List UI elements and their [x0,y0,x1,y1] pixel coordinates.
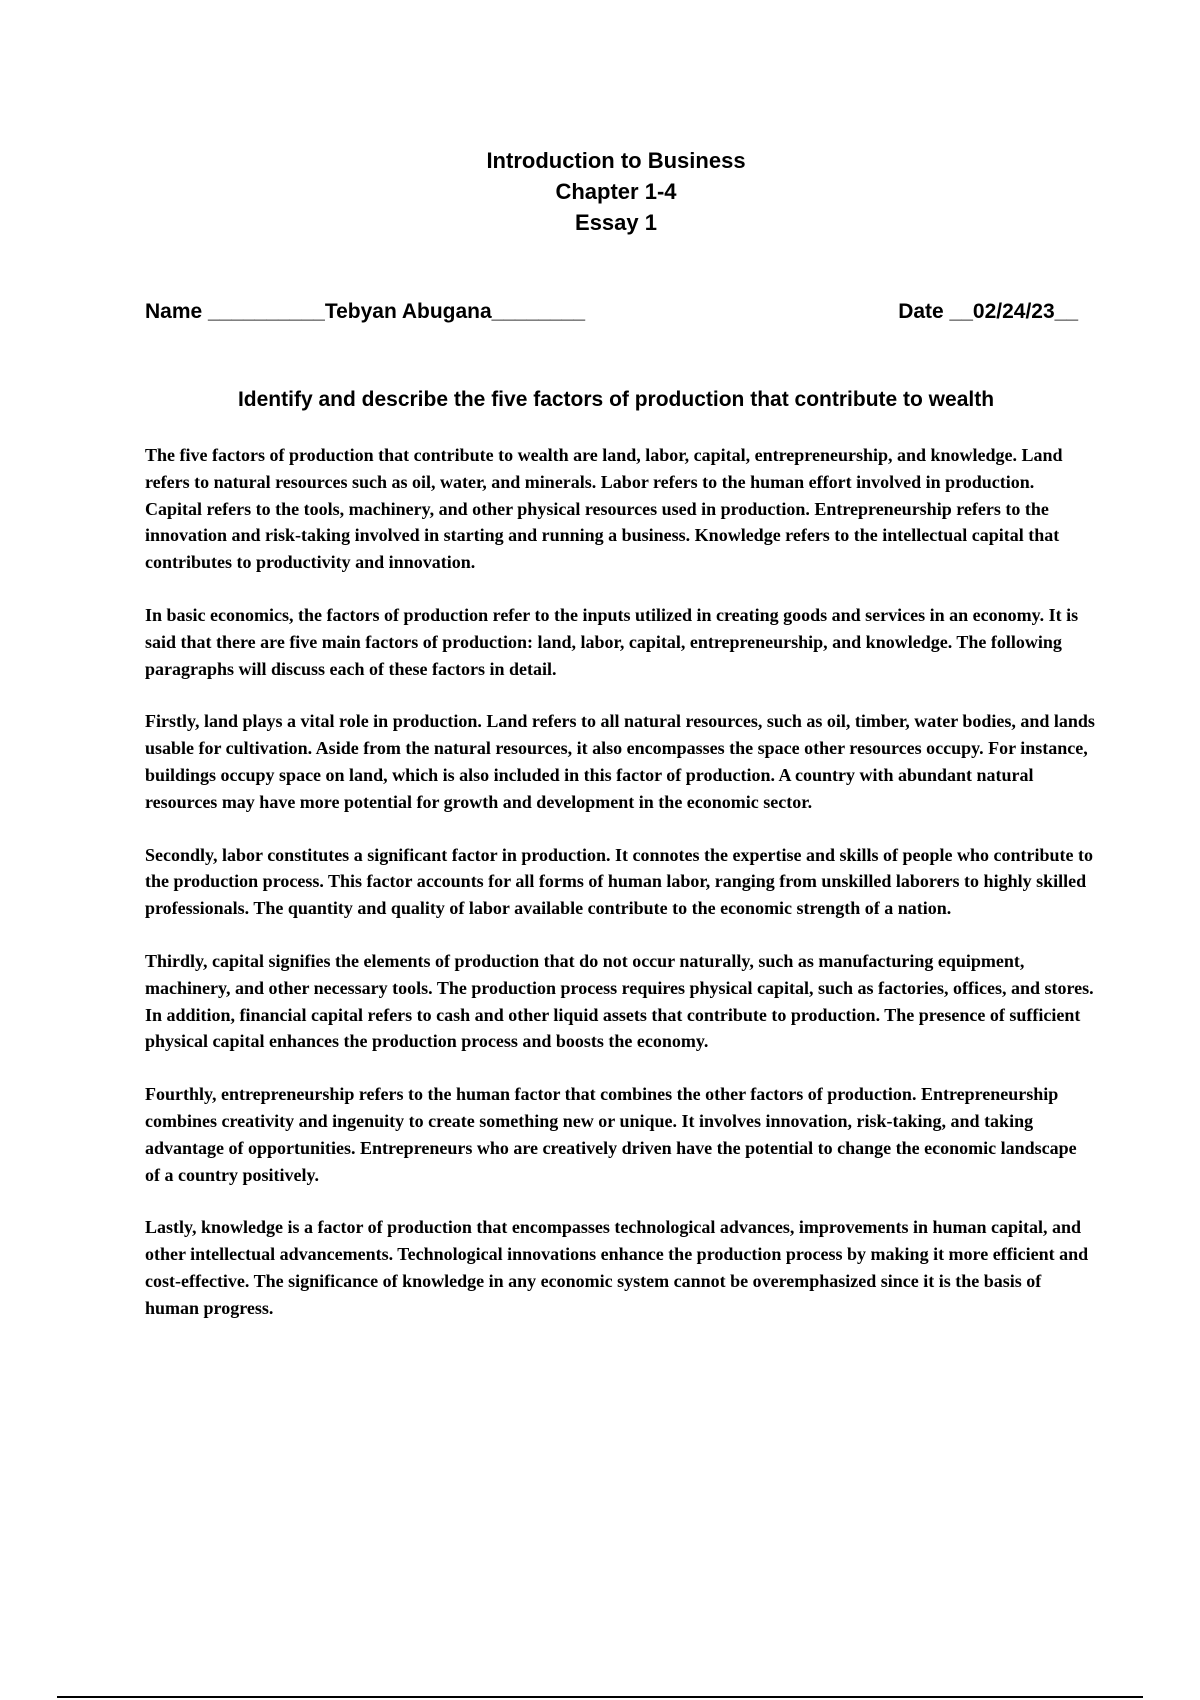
essay-body [145,442,1095,1348]
essay-question: Identify and describe the five factors of production that contribute to wealth [237,388,995,411]
paragraph-intro: The five factors of production that contribute to wealth are land, labor, capital, entrepreneurship, and knowledge. Land refers to natural resources such as oil, water, and minerals. Labor refers to the human effort involved in production. Capital refers to the tools, machinery, and other physical resources used in production. Entrepreneurship refers to the innovation and risk-taking involved in starting and running a business. Knowledge refers to the intellectual capital that contributes to productivity and innovation. [145,445,1063,573]
essay-label: Essay 1 [575,210,657,235]
chapter-label: Chapter 1-4 [555,179,677,204]
footer-divider [57,1696,1143,1698]
paragraph-labor: Secondly, labor constitutes a significant factor in production. It connotes the expertise and skills of people who contribute to the production process. This factor accounts for all forms of human labor, ranging from unskilled laborers to highly skilled professionals. The quantity and quality of labor available contribute to the economic strength of a nation. [145,844,1094,919]
paragraph-land: Firstly, land plays a vital role in production. Land refers to all natural resources, such as oil, timber, water bodies, and lands usable for cultivation. Aside from the natural resources, it also encompasses the space other resources occupy. For instance, buildings occupy space on land, which is also included in this factor of production. A country with abundant natural resources may have more potential for growth and development in the economic sector. [145,711,1095,812]
paragraph-capital: Thirdly, capital signifies the elements of production that do not occur naturally, such as manufacturing equipment, machinery, and other necessary tools. The production process requires physical capital, such as factories, offices, and stores. In addition, financial capital refers to cash and other liquid assets that contribute to production. The presence of sufficient physical capital enhances the production process and boosts the economy. [145,950,1094,1052]
paragraph-entrepreneurship: Fourthly, entrepreneurship refers to the human factor that combines the other factors of production. Entrepreneurship combines creativity and ingenuity to create something new or unique. It involves innovation, risk-taking, and taking advantage of opportunities. Entrepreneurs who are creatively driven have the potential to change the economic landscape of a country positively. [145,1084,1077,1185]
course-title: Introduction to Business [486,148,746,173]
student-name-line: Name __________Tebyan Abugana________ [145,300,586,323]
paragraph-economics: In basic economics, the factors of production refer to the inputs utilized in creating goods and services in an economy. It is said that there are five main factors of production: land, labor, capital, entrepreneurship, and knowledge. The following paragraphs will discuss each of these factors in detail. [145,604,1079,679]
date-line: Date __02/24/23__ [898,300,1078,323]
document-header [0,145,1200,238]
paragraph-knowledge: Lastly, knowledge is a factor of production that encompasses technological advances, improvements in human capital, and other intellectual advancements. Technological innovations enhance the production process by making it more efficient and cost-effective. The significance of knowledge in any economic system cannot be overemphasized since it is the basis of human progress. [145,1217,1089,1318]
